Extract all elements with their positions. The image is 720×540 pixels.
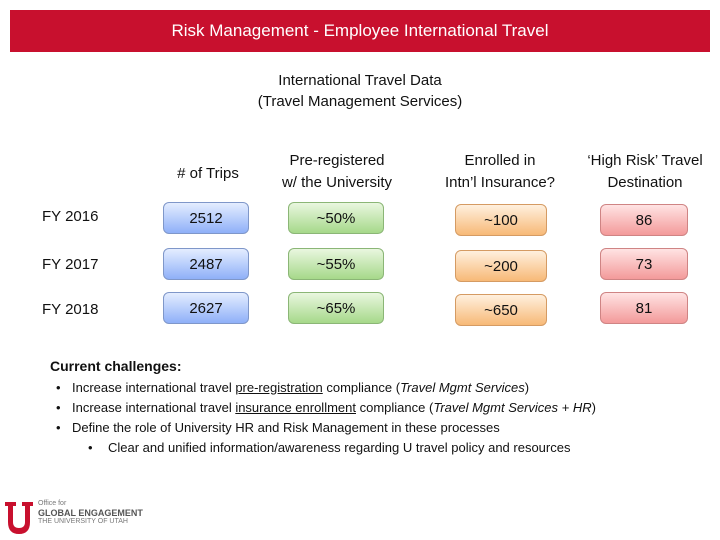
bullet-icon: • (56, 400, 61, 415)
column-header-preregistered (262, 150, 412, 194)
trips-cell: 2512 (163, 202, 249, 234)
column-header-insurance (425, 150, 575, 194)
challenges-list (50, 378, 596, 458)
high-risk-cell: 86 (600, 204, 688, 236)
row-label-fy2016: FY 2016 (42, 208, 99, 225)
item-italic: Travel Mgmt Services (400, 380, 525, 395)
bullet-icon: • (88, 440, 93, 455)
subtitle-line-1: International Travel Data (278, 72, 442, 89)
list-item (50, 398, 596, 418)
trips-cell: 2487 (163, 248, 249, 280)
column-header-insurance-line1: Enrolled in (464, 152, 536, 169)
logo-text (38, 500, 143, 526)
item-underlined: insurance enrollment (235, 400, 356, 415)
column-header-high-risk (570, 150, 720, 194)
column-header-high-risk-line1: ‘High Risk’ Travel (587, 152, 703, 169)
item-text: Increase international travel (72, 380, 236, 395)
preregistered-cell: ~55% (288, 248, 384, 280)
list-item (50, 378, 596, 398)
list-item (50, 438, 596, 458)
logo-line-2: GLOBAL ENGAGEMENT (38, 508, 143, 518)
item-italic: Travel Mgmt Services + HR (433, 400, 592, 415)
item-text: compliance ( (322, 380, 401, 395)
item-text: ) (591, 400, 596, 415)
insurance-cell: ~200 (455, 250, 547, 282)
preregistered-cell: ~50% (288, 202, 384, 234)
logo-line-1: Office for (38, 500, 67, 507)
high-risk-cell: 81 (600, 292, 688, 324)
column-header-preregistered-line2: w/ the University (281, 174, 393, 191)
row-label-fy2018: FY 2018 (42, 301, 99, 318)
item-text: Increase international travel (72, 400, 236, 415)
preregistered-cell: ~65% (288, 292, 384, 324)
bullet-icon: • (56, 420, 61, 435)
page-title: Risk Management - Employee International Travel (171, 21, 549, 40)
logo-line-3: THE UNIVERSITY OF UTAH (38, 518, 128, 525)
row-label-fy2017: FY 2017 (42, 256, 99, 273)
insurance-cell: ~100 (455, 204, 547, 236)
title-bar (10, 10, 710, 52)
subtitle-line-2: (Travel Management Services) (257, 93, 463, 110)
item-text: ) (524, 380, 530, 395)
challenges-heading: Current challenges: (50, 358, 182, 374)
item-underlined: pre-registration (235, 380, 323, 395)
item-text: compliance ( (356, 400, 434, 415)
column-header-preregistered-line1: Pre-registered (289, 152, 385, 169)
high-risk-cell: 73 (600, 248, 688, 280)
item-text: Define the role of University HR and Risk Management in these processes (72, 420, 500, 435)
column-header-trips (158, 163, 258, 185)
bullet-icon: • (56, 380, 61, 395)
trips-cell: 2627 (163, 292, 249, 324)
table-subtitle (0, 70, 720, 112)
list-item (50, 418, 596, 438)
column-header-trips-label: # of Trips (177, 165, 239, 182)
insurance-cell: ~650 (455, 294, 547, 326)
column-header-high-risk-line2: Destination (607, 174, 683, 191)
column-header-insurance-line2: Intn’l Insurance? (444, 174, 556, 191)
item-text: Clear and unified information/awareness regarding U travel policy and resources (108, 440, 571, 455)
